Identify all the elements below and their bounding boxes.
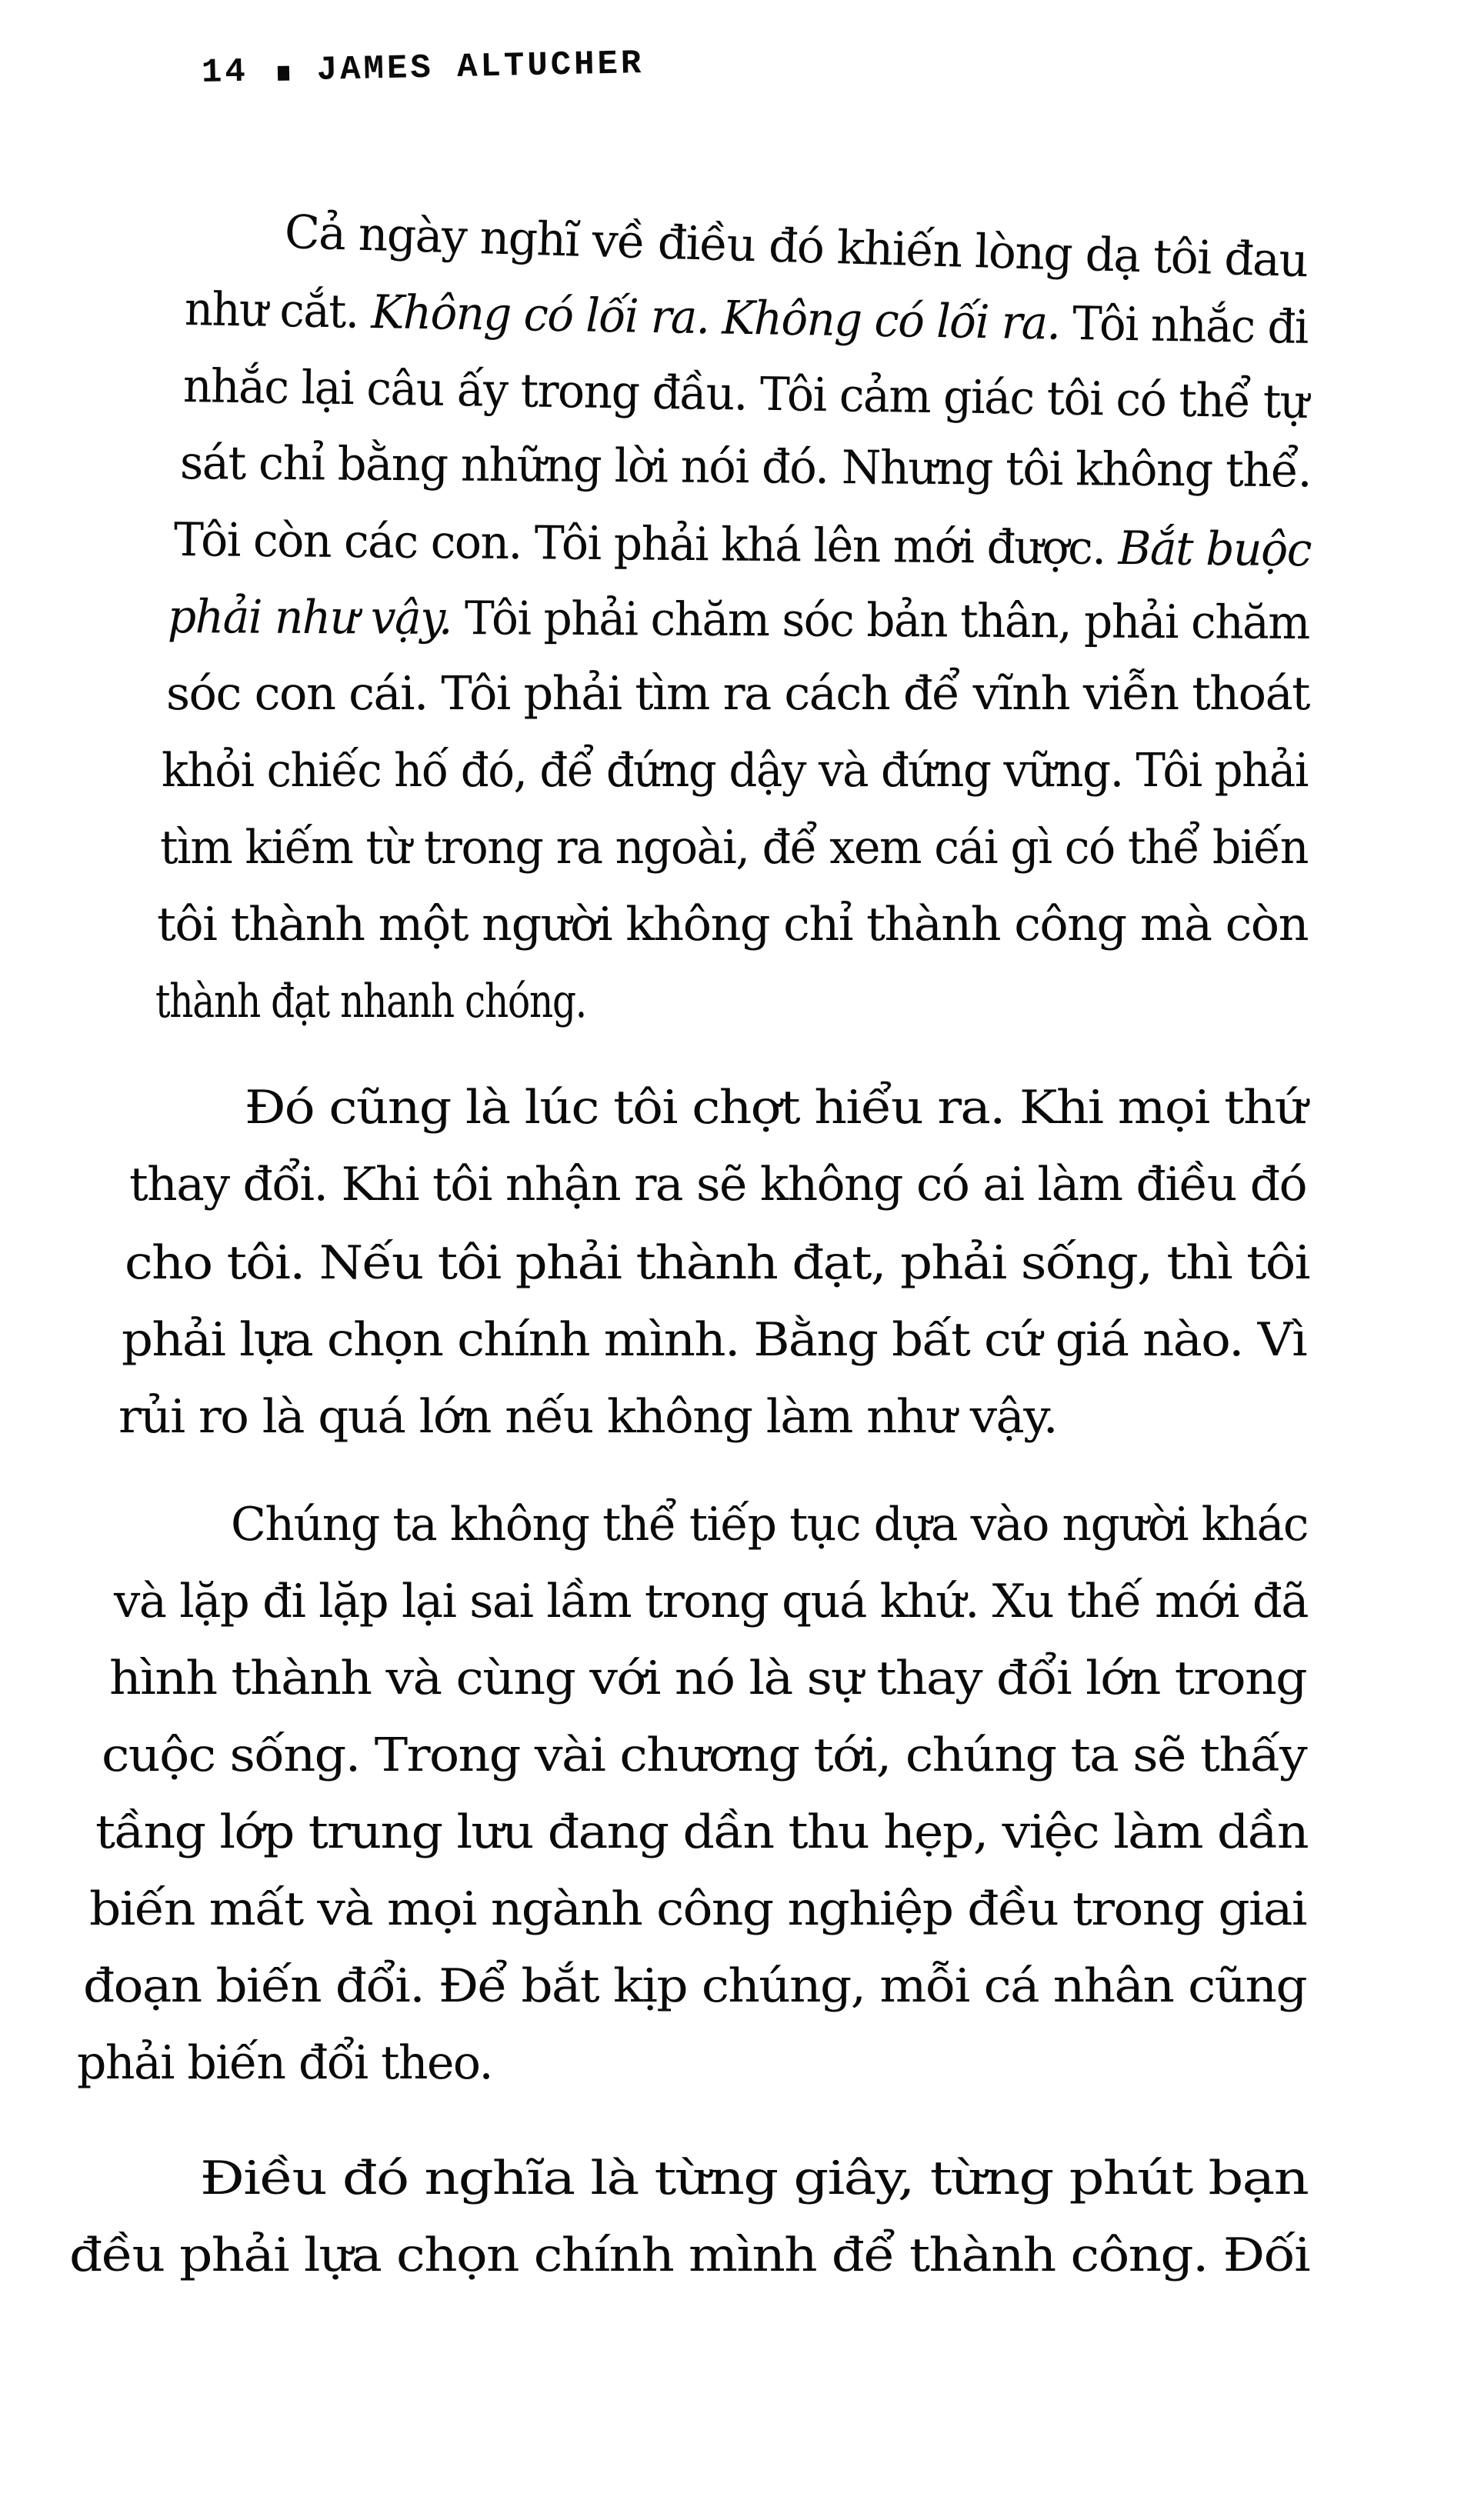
- text-segment: khỏi chiếc hố đó, để đứng dậy và đứng vững. Tôi phải: [162, 744, 1308, 798]
- text-segment: phải lựa chọn chính mình. Bằng bất cứ giá nào. Vì: [122, 1313, 1307, 1367]
- italic-text: Bắt buộc: [1118, 522, 1312, 578]
- text-segment: tìm kiếm từ trong ra ngoài, để xem cái gì có thể biến: [160, 821, 1308, 875]
- text-line: [69, 2228, 1310, 2282]
- text-line: [109, 1652, 1307, 1705]
- text-segment: thành đạt nhanh chóng.: [155, 975, 587, 1028]
- text-segment: sóc con cái. Tôi phải tìm ra cách để vĩnh viễn thoát: [166, 667, 1309, 721]
- text-line: [160, 821, 1308, 875]
- text-line: [125, 1236, 1309, 1290]
- text-segment: Tôi nhắc đi: [1059, 296, 1309, 355]
- text-segment: tầng lớp trung lưu đang dần thu hẹp, việc làm dần: [95, 1805, 1308, 1859]
- text-segment: Điều đó nghĩa là từng giây, từng phút bạn: [200, 2152, 1308, 2205]
- text-segment: phải biến đổi theo.: [77, 2036, 492, 2090]
- text-segment: Cả ngày nghĩ về điều đó khiến lòng dạ tôi đau: [284, 205, 1309, 288]
- text-segment: đoạn biến đổi. Để bắt kịp chúng, mỗi cá nhân cũng: [83, 1959, 1307, 2013]
- text-line: [129, 1158, 1307, 1212]
- text-segment: tôi thành một người không chỉ thành công mà còn: [157, 898, 1308, 952]
- text-line: [157, 898, 1308, 952]
- text-segment: Tôi còn các con. Tôi phải khá lên mới được.: [173, 513, 1119, 576]
- text-line: [162, 744, 1308, 798]
- text-line: [77, 2036, 492, 2090]
- text-line: [173, 513, 1312, 578]
- text-segment: Tôi phải chăm sóc bản thân, phải chăm: [451, 591, 1310, 651]
- text-segment: và lặp đi lặp lại sai lầm trong quá khứ. Xu thế mới đã: [114, 1575, 1308, 1628]
- text-line: [184, 282, 1309, 355]
- text-line: [122, 1313, 1307, 1367]
- author-name: JAMES ALTUCHER: [316, 44, 645, 90]
- text-line: [245, 1081, 1307, 1135]
- text-segment: đều phải lựa chọn chính mình để thành công. Đối: [69, 2228, 1310, 2282]
- text-line: [166, 667, 1309, 721]
- text-segment: như cắt.: [184, 282, 372, 339]
- text-line: [118, 1390, 1058, 1444]
- square-bullet-icon: [278, 65, 289, 80]
- text-segment: sát chỉ bằng những lời nói đó. Nhưng tôi không thể.: [179, 436, 1312, 498]
- text-line: [231, 1498, 1309, 1552]
- text-segment: cho tôi. Nếu tôi phải thành đạt, phải sống, thì tôi: [125, 1236, 1309, 1290]
- text-segment: thay đổi. Khi tôi nhận ra sẽ không có ai làm điều đó: [129, 1158, 1307, 1212]
- running-header: [201, 45, 644, 92]
- text-line: [284, 205, 1309, 288]
- text-line: [179, 436, 1312, 498]
- text-line: [167, 590, 1310, 651]
- page-number: 14: [201, 52, 249, 92]
- text-line: [155, 975, 587, 1028]
- text-segment: Đó cũng là lúc tôi chợt hiểu ra. Khi mọi thứ: [245, 1081, 1307, 1135]
- text-line: [182, 359, 1309, 430]
- text-segment: hình thành và cùng với nó là sự thay đổi lớn trong: [109, 1652, 1307, 1705]
- italic-text: Không có lối ra. Không có lối ra.: [371, 285, 1060, 351]
- text-line: [102, 1728, 1307, 1782]
- text-line: [200, 2152, 1308, 2205]
- text-line: [95, 1805, 1308, 1859]
- text-segment: nhắc lại câu ấy trong đầu. Tôi cảm giác tôi có thể tự: [182, 359, 1309, 430]
- text-segment: rủi ro là quá lớn nếu không làm như vậy.: [118, 1390, 1058, 1444]
- text-line: [89, 1882, 1306, 1936]
- text-line: [83, 1959, 1307, 2013]
- text-segment: cuộc sống. Trong vài chương tới, chúng ta sẽ thấy: [102, 1728, 1307, 1782]
- text-segment: biến mất và mọi ngành công nghiệp đều trong giai: [89, 1882, 1306, 1936]
- italic-text: phải như vậy.: [167, 590, 452, 645]
- text-segment: Chúng ta không thể tiếp tục dựa vào người khác: [231, 1498, 1309, 1552]
- text-line: [114, 1575, 1308, 1628]
